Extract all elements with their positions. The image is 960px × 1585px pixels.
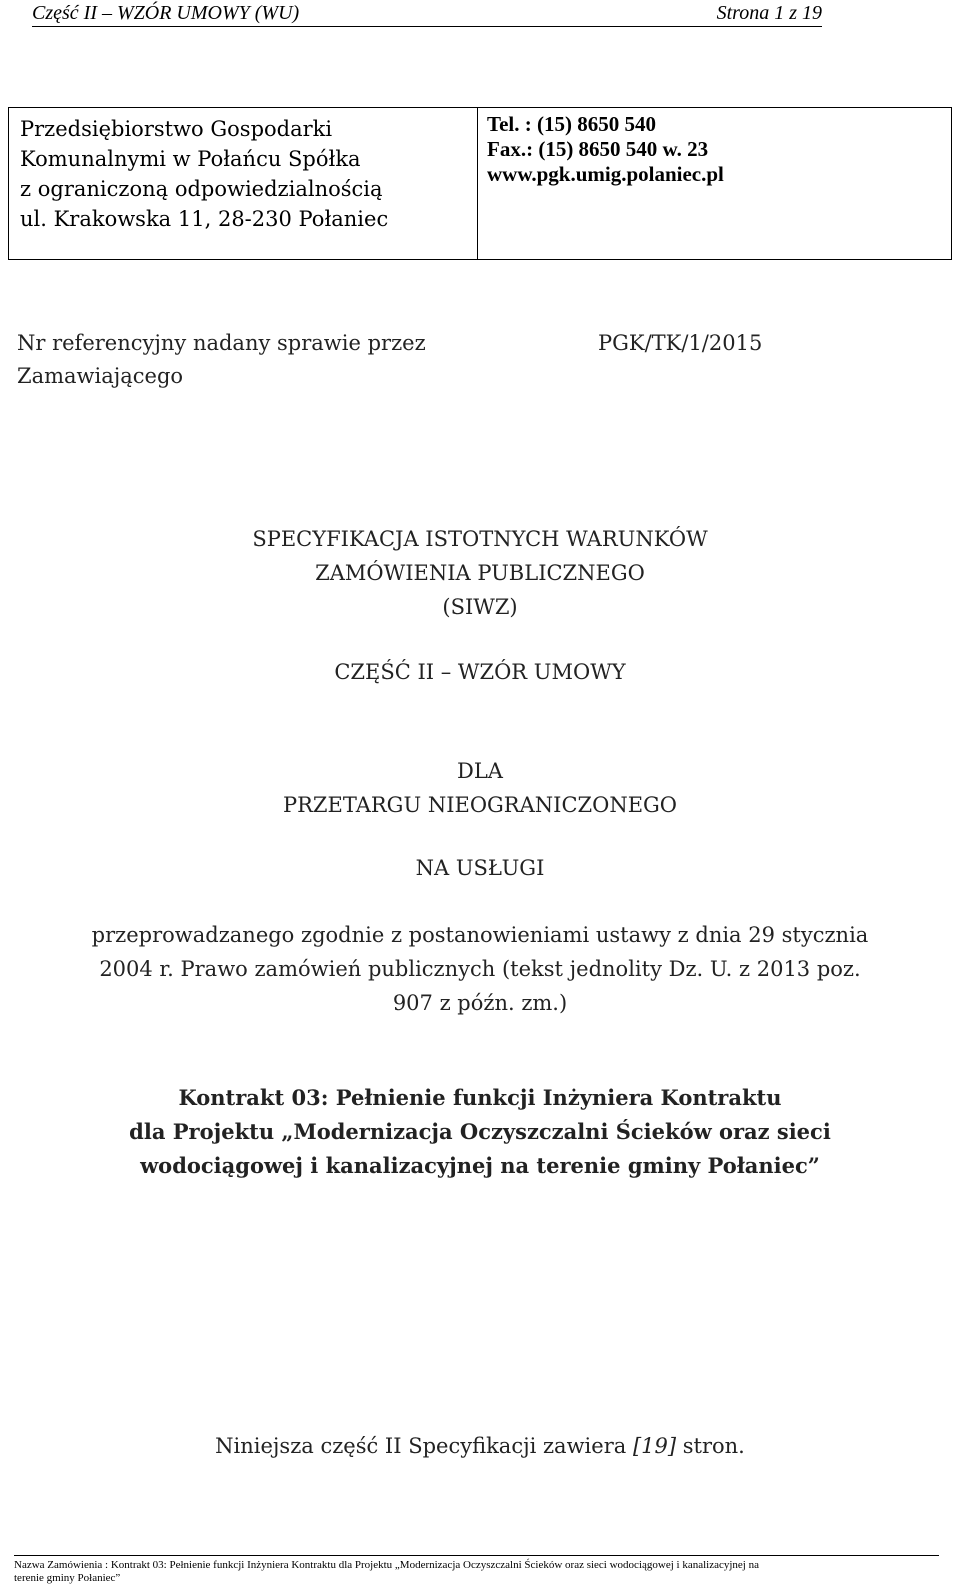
- company-contact: [487, 112, 724, 187]
- note-text: Niniejsza część II Specyfikacji zawiera: [215, 1434, 633, 1458]
- part-title: CZĘŚĆ II – WZÓR UMOWY: [334, 660, 626, 684]
- footer-line: terenie gminy Połaniec”: [14, 1572, 121, 1584]
- contract-line: wodociągowej i kanalizacyjnej na terenie gminy Połaniec”: [140, 1153, 820, 1178]
- legal-basis: [40, 918, 920, 1020]
- tender-type: [40, 754, 920, 822]
- note-text-end: stron.: [676, 1434, 745, 1458]
- header-page-number: Strona 1 z 19: [716, 2, 822, 24]
- tender-dla: DLA: [457, 759, 503, 783]
- page-count-note: [40, 1429, 920, 1463]
- reference-label: [17, 327, 426, 393]
- services-label: NA USŁUGI: [415, 856, 545, 880]
- company-name-address: [20, 114, 388, 234]
- reference-label-line: Nr referencyjny nadany sprawie przez: [17, 331, 426, 355]
- running-footer: [14, 1555, 939, 1585]
- contract-title: [40, 1081, 920, 1183]
- company-line: z ograniczoną odpowiedzialnością: [20, 177, 383, 201]
- tender-mode: PRZETARGU NIEOGRANICZONEGO: [282, 793, 678, 817]
- title-line: (SIWZ): [442, 595, 518, 619]
- header-section-title: Część II – WZÓR UMOWY (WU): [32, 2, 300, 24]
- title-line: SPECYFIKACJA ISTOTNYCH WARUNKÓW: [252, 527, 708, 551]
- title-line: ZAMÓWIENIA PUBLICZNEGO: [315, 561, 645, 585]
- contact-fax: Fax.: (15) 8650 540 w. 23: [487, 137, 709, 161]
- running-header: [32, 2, 822, 27]
- document-title: [40, 522, 920, 624]
- box-divider: [477, 108, 478, 259]
- reference-label-line: Zamawiającego: [17, 364, 184, 388]
- contract-line: dla Projektu „Modernizacja Oczyszczalni Ścieków oraz sieci: [129, 1119, 831, 1144]
- note-page-count: [19]: [632, 1434, 677, 1458]
- contact-website: www.pgk.umig.polaniec.pl: [487, 162, 724, 186]
- legal-line: 2004 r. Prawo zamówień publicznych (tekst jednolity Dz. U. z 2013 poz.: [99, 957, 861, 981]
- company-line: Przedsiębiorstwo Gospodarki: [20, 117, 333, 141]
- company-line: ul. Krakowska 11, 28-230 Połaniec: [20, 207, 389, 231]
- footer-line: Nazwa Zamówienia : Kontrakt 03: Pełnienie funkcji Inżyniera Kontraktu dla Projektu „Modernizacja Oczyszczalni Ścieków oraz sieci wodociągowej i kanalizacyjnej na: [14, 1559, 759, 1571]
- reference-number: PGK/TK/1/2015: [598, 331, 763, 355]
- contact-phone: Tel. : (15) 8650 540: [487, 112, 656, 136]
- contract-line: Kontrakt 03: Pełnienie funkcji Inżyniera Kontraktu: [178, 1085, 782, 1110]
- company-line: Komunalnymi w Połańcu Spółka: [20, 147, 361, 171]
- legal-line: przeprowadzanego zgodnie z postanowieniami ustawy z dnia 29 stycznia: [91, 923, 869, 947]
- company-info-box: [8, 107, 952, 260]
- legal-line: 907 z późn. zm.): [392, 991, 568, 1015]
